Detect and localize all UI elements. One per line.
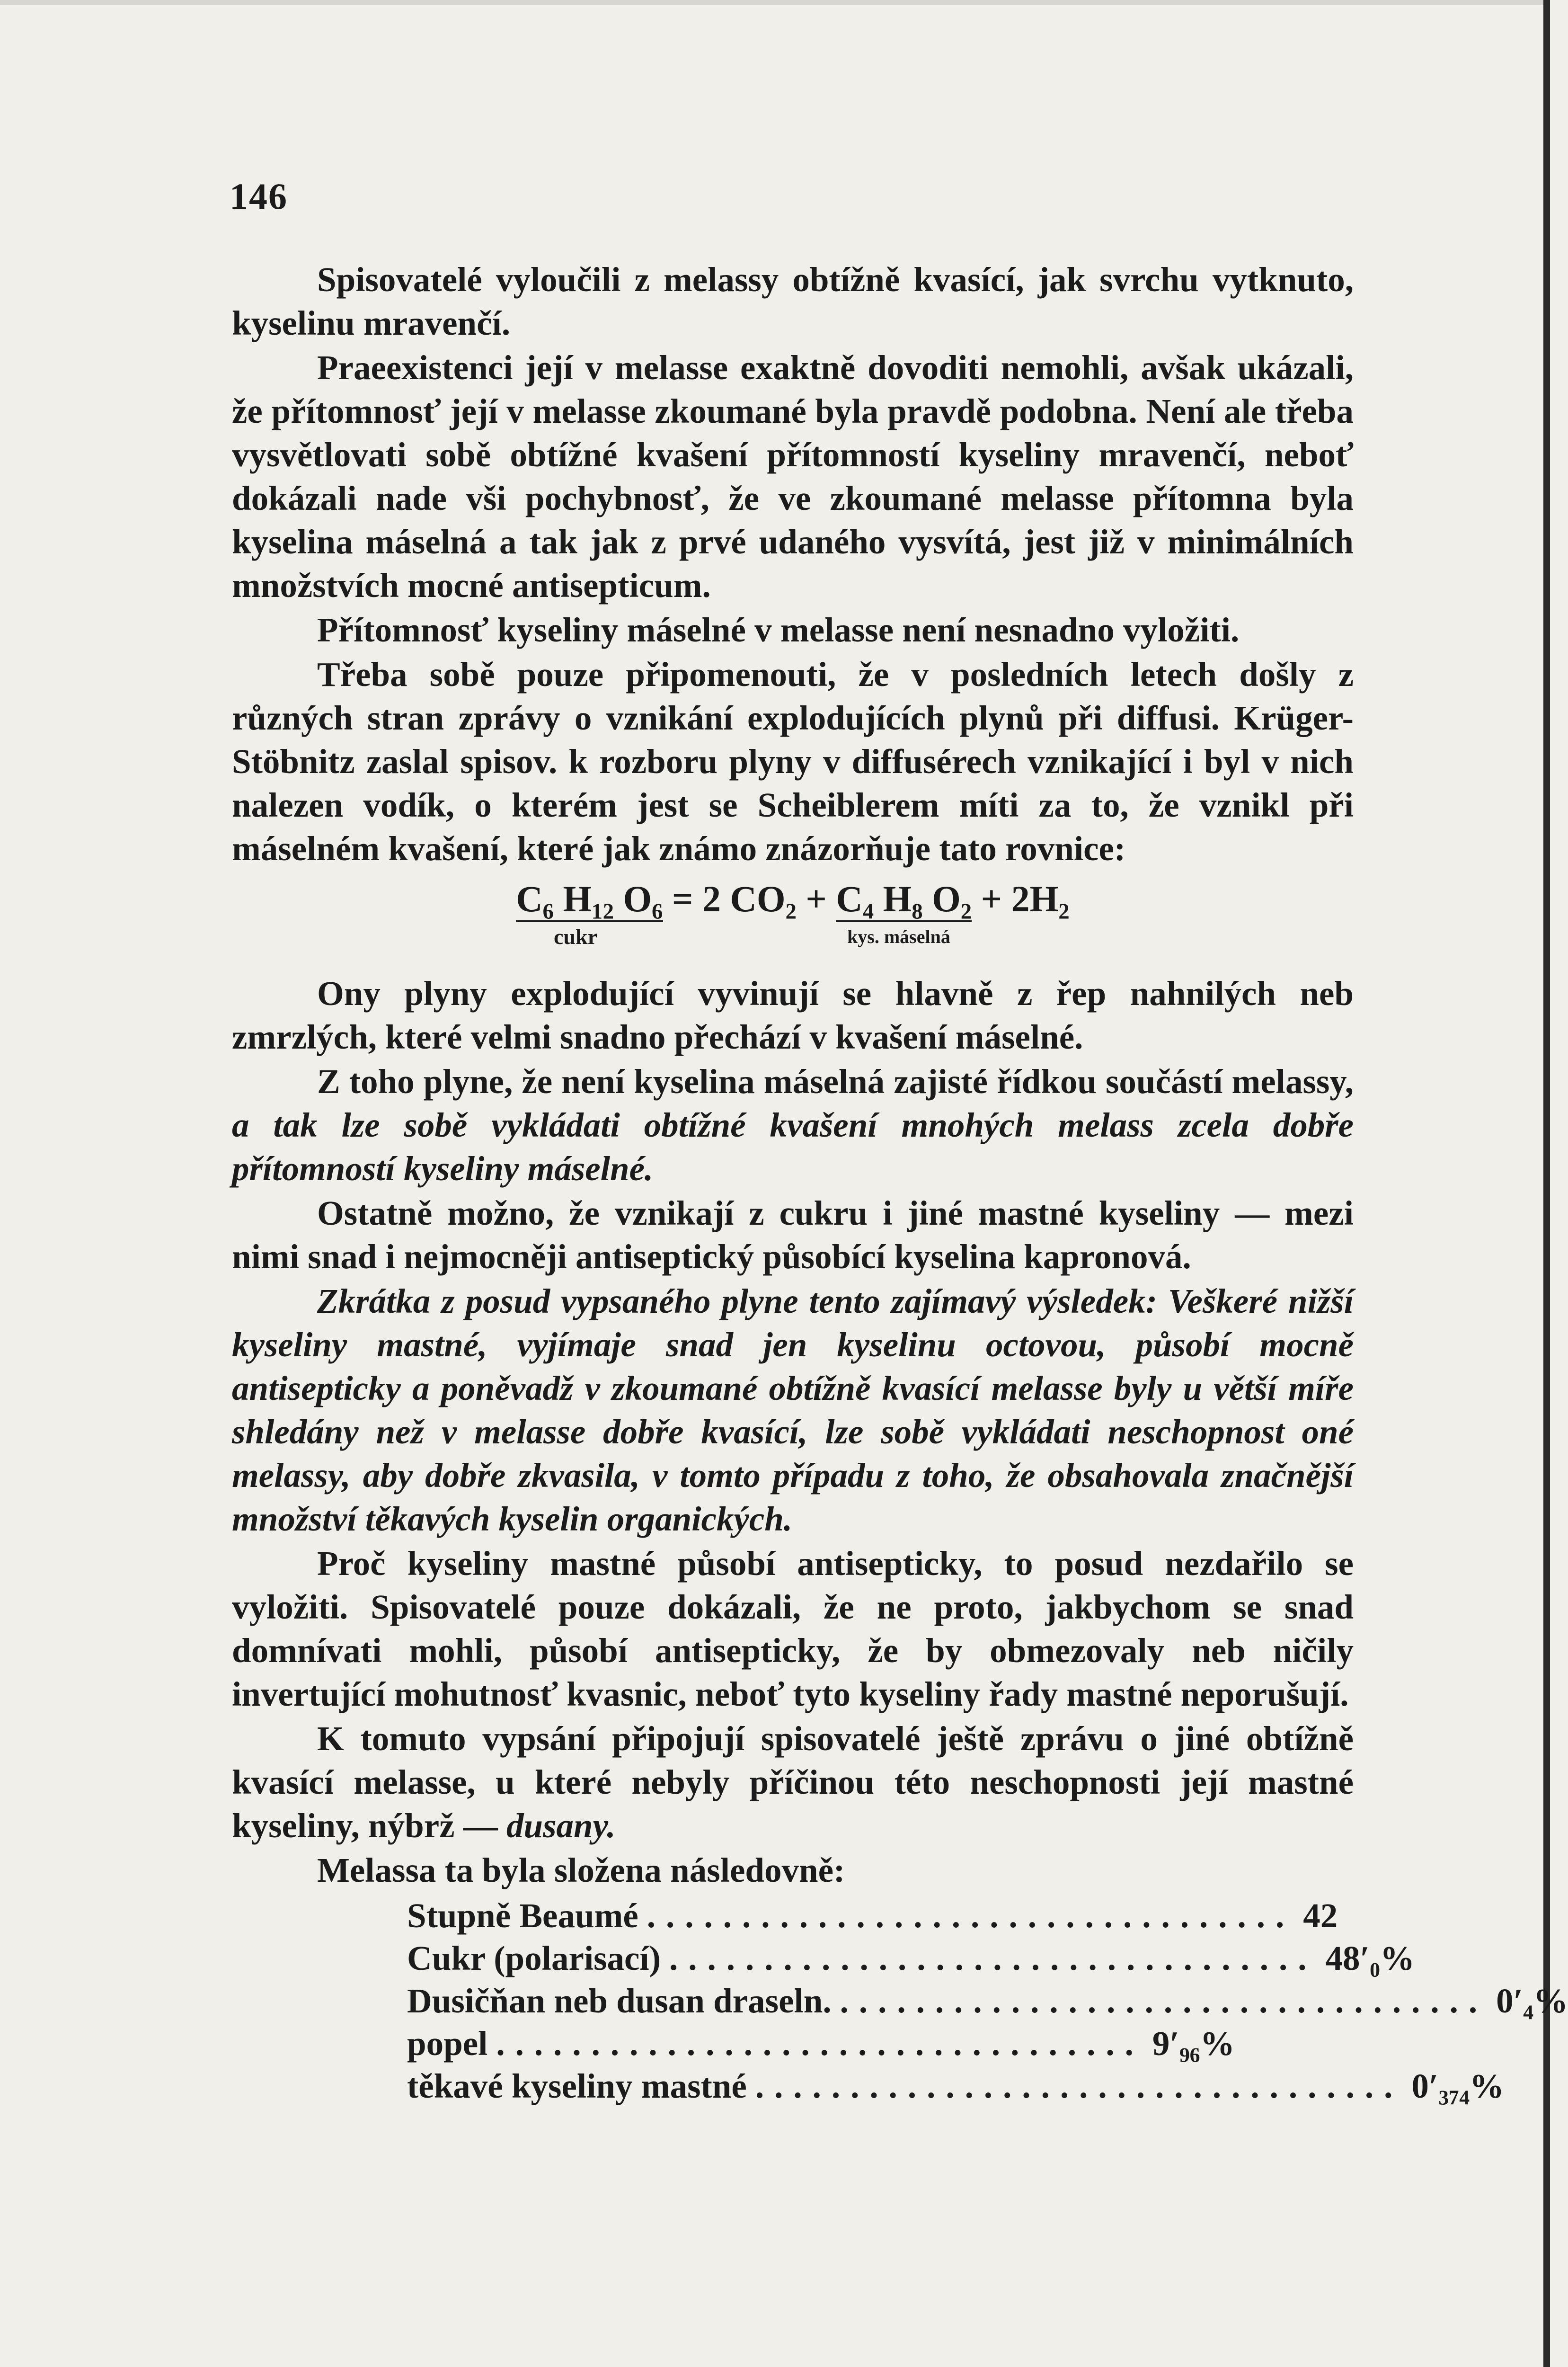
analysis-value: 0′₄% [1496,1982,1568,2020]
analysis-value: 9′₉₆% [1152,2024,1235,2063]
equation-labels [232,923,1354,956]
analysis-name: Cukr (polarisací) [407,1939,661,1977]
paragraph-9: Proč kyseliny mastné působí antisepticky, to posud nezdařilo se vyložiti. Spisovatelé pouze dokázali, že ne proto, jakbychom se snad domnívati mohli, působí antisepticky, že by obmezovaly neb ničily invertující mohutnosť kvasnic, neboť tyto kyseliny řady mastné neporušují. [232,1544,1354,1713]
paragraph-5: Ony plyny explodující vyvinují se hlavně z řep nahnilých neb zmrzlých, které velmi snadno přechází v kvašení máselné. [232,974,1354,1056]
analysis-row [407,1979,1568,2022]
leader-dots: .................................. [496,2024,1144,2063]
paragraph-10-italic: dusany. [506,1806,616,1845]
paragraph-10-start: K tomuto vypsání připojují spisovatelé ještě zprávu o jiné obtížně kvasící melasse, u které nebyly příčinou této neschopnosti její mastné kyseliny, nýbrž — [232,1719,1354,1845]
analysis-row [407,1937,1415,1979]
analysis-intro: Melassa ta byla složena následovně: [317,1851,845,1889]
butyric-fermentation-equation [232,875,1354,965]
paragraph-6-italic: a tak lze sobě vykládati obtížné kvašení mnohých melass zcela dobře přítomností kyseliny máselné. [232,1106,1354,1188]
sugar-formula: C₆ H₁₂ O₆ [516,878,663,922]
analysis-name: Stupně Beaumé [407,1896,638,1935]
paragraph-10 [232,1717,1354,1848]
analysis-value: 0′₃₇₄% [1411,2067,1505,2105]
equation-tail: + 2H₂ [972,878,1070,919]
equation-line [232,875,1354,923]
analysis-row [407,2064,1505,2107]
paragraph-4: Třeba sobě pouze připomenouti, že v posledních letech došly z různých stran zprávy o vznikání explodujících plynů při diffusi. Krüger-Stöbnitz zaslal spisov. k rozboru plyny v diffusérech vznikající i byl v nich nalezen vodík, o kterém jest se Scheiblerem míti za to, že vznikl při máselném kvašení, které jak známo znázorňuje tato rovnice: [232,655,1354,868]
acid-formula: C₄ H₈ O₂ [836,878,972,922]
acid-label: kys. máselná [847,926,950,947]
analysis-name: těkavé kyseliny mastné [407,2067,747,2105]
page-number: 146 [230,176,288,217]
sugar-label: cukr [554,925,597,949]
paragraph-3: Přítomnosť kyseliny máselné v melasse není nesnadno vyložiti. [317,611,1240,649]
analysis-row [407,2022,1235,2064]
analysis-value: 42 [1303,1896,1338,1935]
paragraph-6-start: Z toho plyne, že není kyselina máselná zajisté řídkou součástí melassy, [317,1062,1354,1101]
body-text [232,258,1568,2107]
analysis-name: popel [407,2024,488,2063]
leader-dots: .................................. [755,2067,1403,2105]
leader-dots: .................................. [647,1896,1295,1935]
equation-middle: = 2 CO₂ + [663,878,836,919]
analysis-name: Dusičňan neb dusan draseln. [407,1982,832,2020]
paragraph-1: Spisovatelé vyloučili z melassy obtížně kvasící, jak svrchu vytknuto, kyselinu mravenčí. [232,260,1354,342]
analysis-table [407,1894,1568,2107]
paragraph-2: Praeexistenci její v melasse exaktně dovoditi nemohli, avšak ukázali, že přítomnosť její v melasse zkoumané byla pravdě podobna. Není ale třeba vysvětlovati sobě obtížné kvašení přítomností kyseliny mravenčí, neboť dokázali nade vši pochybnosť, že ve zkoumané melasse přítomna byla kyselina máselná a tak jak z prvé udaného vysvítá, jest již v minimálních množstvích mocné antisepticum. [232,348,1354,605]
analysis-row [407,1894,1338,1937]
scan-edge-top [0,0,1550,5]
paragraph-6 [232,1060,1354,1191]
leader-dots: .................................. [840,1982,1488,2020]
leader-dots: .................................. [669,1939,1317,1977]
analysis-value: 48′₀% [1325,1939,1415,1977]
paragraph-7: Ostatně možno, že vznikají z cukru i jiné mastné kyseliny — mezi nimi snad i nejmocněji antiseptický působící kyselina kapronová. [232,1194,1354,1276]
paragraph-8-italic: Zkrátka z posud vypsaného plyne tento zajímavý výsledek: Veškeré nižší kyseliny mastné, vyjímaje snad jen kyselinu octovou, působí mocně antisepticky a poněvadž v zkoumané obtížně kvasící melasse byly u větší míře shledány než v melasse dobře kvasící, lze sobě vykládati neschopnost oné melassy, aby dobře zkvasila, v tomto případu z toho, že obsahovala značnější množství těkavých kyselin organických. [232,1282,1354,1538]
